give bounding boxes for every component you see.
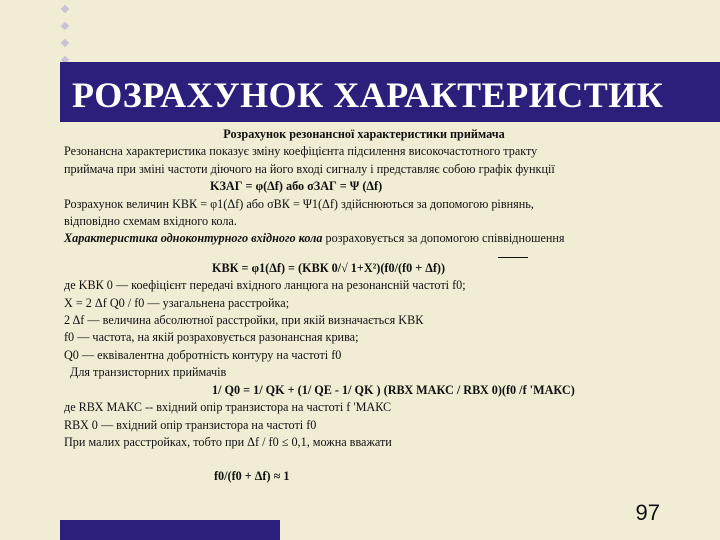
single-circuit-label: Характеристика одноконтурного вхідного кола xyxy=(64,231,323,246)
formula-1: KЗАГ = φ(Δf) або σЗАГ = Ψ (Δf) xyxy=(210,179,383,194)
intro-line-2: приймача при зміні частоти діючого на його вході сигналу і представляє собою графік функції xyxy=(64,161,555,176)
definition-3: 2 Δf — величина абсолютної расстройки, при якій визначається KВК xyxy=(64,313,424,328)
decor-dot xyxy=(61,39,69,47)
single-circuit-line xyxy=(64,230,664,247)
definition-1: де KВК 0 — коефіцієнт передачі вхідного ланцюга на резонансній частоті f0; xyxy=(64,278,466,293)
formula-4: f0/(f0 + Δf) ≈ 1 xyxy=(214,469,290,484)
slide-title: РОЗРАХУНОК ХАРАКТЕРИСТИК xyxy=(72,75,664,115)
transistor-note: Для транзисторних приймачів xyxy=(70,365,227,380)
calc-line-1: Розрахунок величин KВК = φ1(Δf) або σВК = Ψ1(Δf) здійснюються за допомогою рівнянь, xyxy=(64,196,534,211)
decor-dot xyxy=(61,22,69,30)
definition-6: де RВХ МАКС -- вхідний опір транзистора на частоті f 'МАКС xyxy=(64,400,392,415)
definition-5: Q0 — еквівалентна добротність контуру на частоті f0 xyxy=(64,347,342,362)
single-circuit-rest: розраховується за допомогою співвідношення xyxy=(322,231,565,246)
definition-4: f0 — частота, на якій розраховується разонансная крива; xyxy=(64,330,359,345)
formula-2: KВК = φ1(Δf) = (KВК 0/√ 1+X²)(f0/(f0 + Δf)) xyxy=(212,260,446,275)
small-detuning-line: При малих расстройках, тобто при Δf / f0 ≤ 0,1, можна вважати xyxy=(64,434,392,449)
calc-line-2: відповідно схемам вхідного кола. xyxy=(64,214,237,229)
spacer xyxy=(64,451,664,468)
intro-line-1: Резонансна характеристика показує зміну коефіцієнта підсилення високочастотного тракту xyxy=(64,144,538,159)
definition-2: X = 2 Δf Q0 / f0 — узагальнена расстройка; xyxy=(64,295,290,310)
slide-content xyxy=(64,126,664,486)
formula-3: 1/ Q0 = 1/ QK + (1/ QE - 1/ QK ) (RВХ МАКС / RВХ 0)(f0 /f 'МАКС) xyxy=(212,382,575,397)
decor-dot xyxy=(61,5,69,13)
definition-7: RВХ 0 — вхідний опір транзистора на частоті f0 xyxy=(64,417,317,432)
page-number: 97 xyxy=(635,500,660,525)
sqrt-overbar xyxy=(64,248,664,260)
footer-bar xyxy=(60,520,280,540)
section-heading: Розрахунок резонансної характеристики приймача xyxy=(223,127,505,141)
